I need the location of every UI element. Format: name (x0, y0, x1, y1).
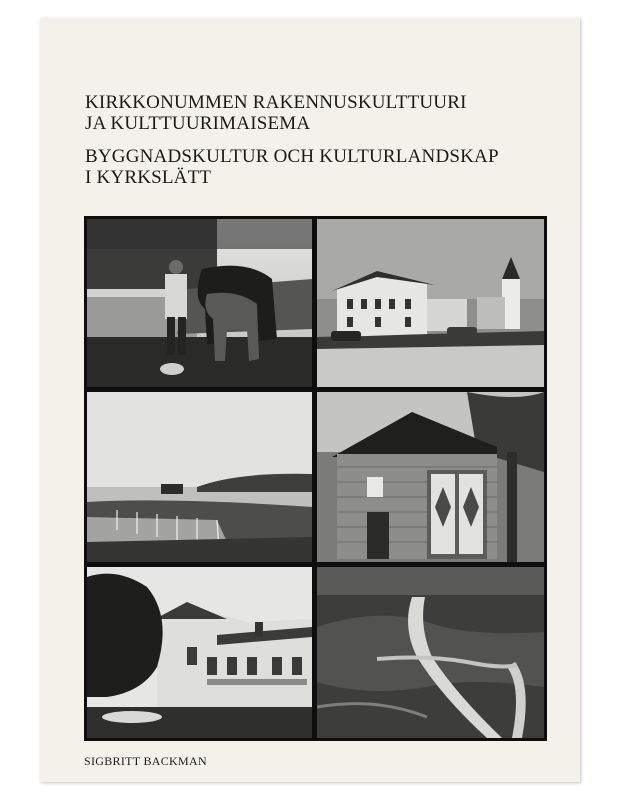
title-finnish-line-1: KIRKKONUMMEN RAKENNUSKULTTUURI (85, 92, 467, 113)
title-finnish-line-2: JA KULTTUURIMAISEMA (85, 113, 311, 134)
photo-grid (84, 216, 547, 741)
photo-village-street (317, 219, 544, 387)
photo-aerial-road (317, 567, 544, 738)
title-swedish-line-2: I KYRKSLÄTT (85, 167, 212, 188)
photo-wooden-house (317, 392, 544, 562)
author-name: SIGBRITT BACKMAN (84, 754, 207, 768)
book-cover (40, 18, 580, 782)
photo-horse-and-foal (87, 219, 312, 387)
title-block (85, 92, 499, 188)
photo-manor-house (87, 567, 312, 738)
photo-coastal-landscape (87, 392, 312, 562)
title-swedish-line-1: BYGGNADSKULTUR OCH KULTURLANDSKAP (85, 146, 499, 167)
